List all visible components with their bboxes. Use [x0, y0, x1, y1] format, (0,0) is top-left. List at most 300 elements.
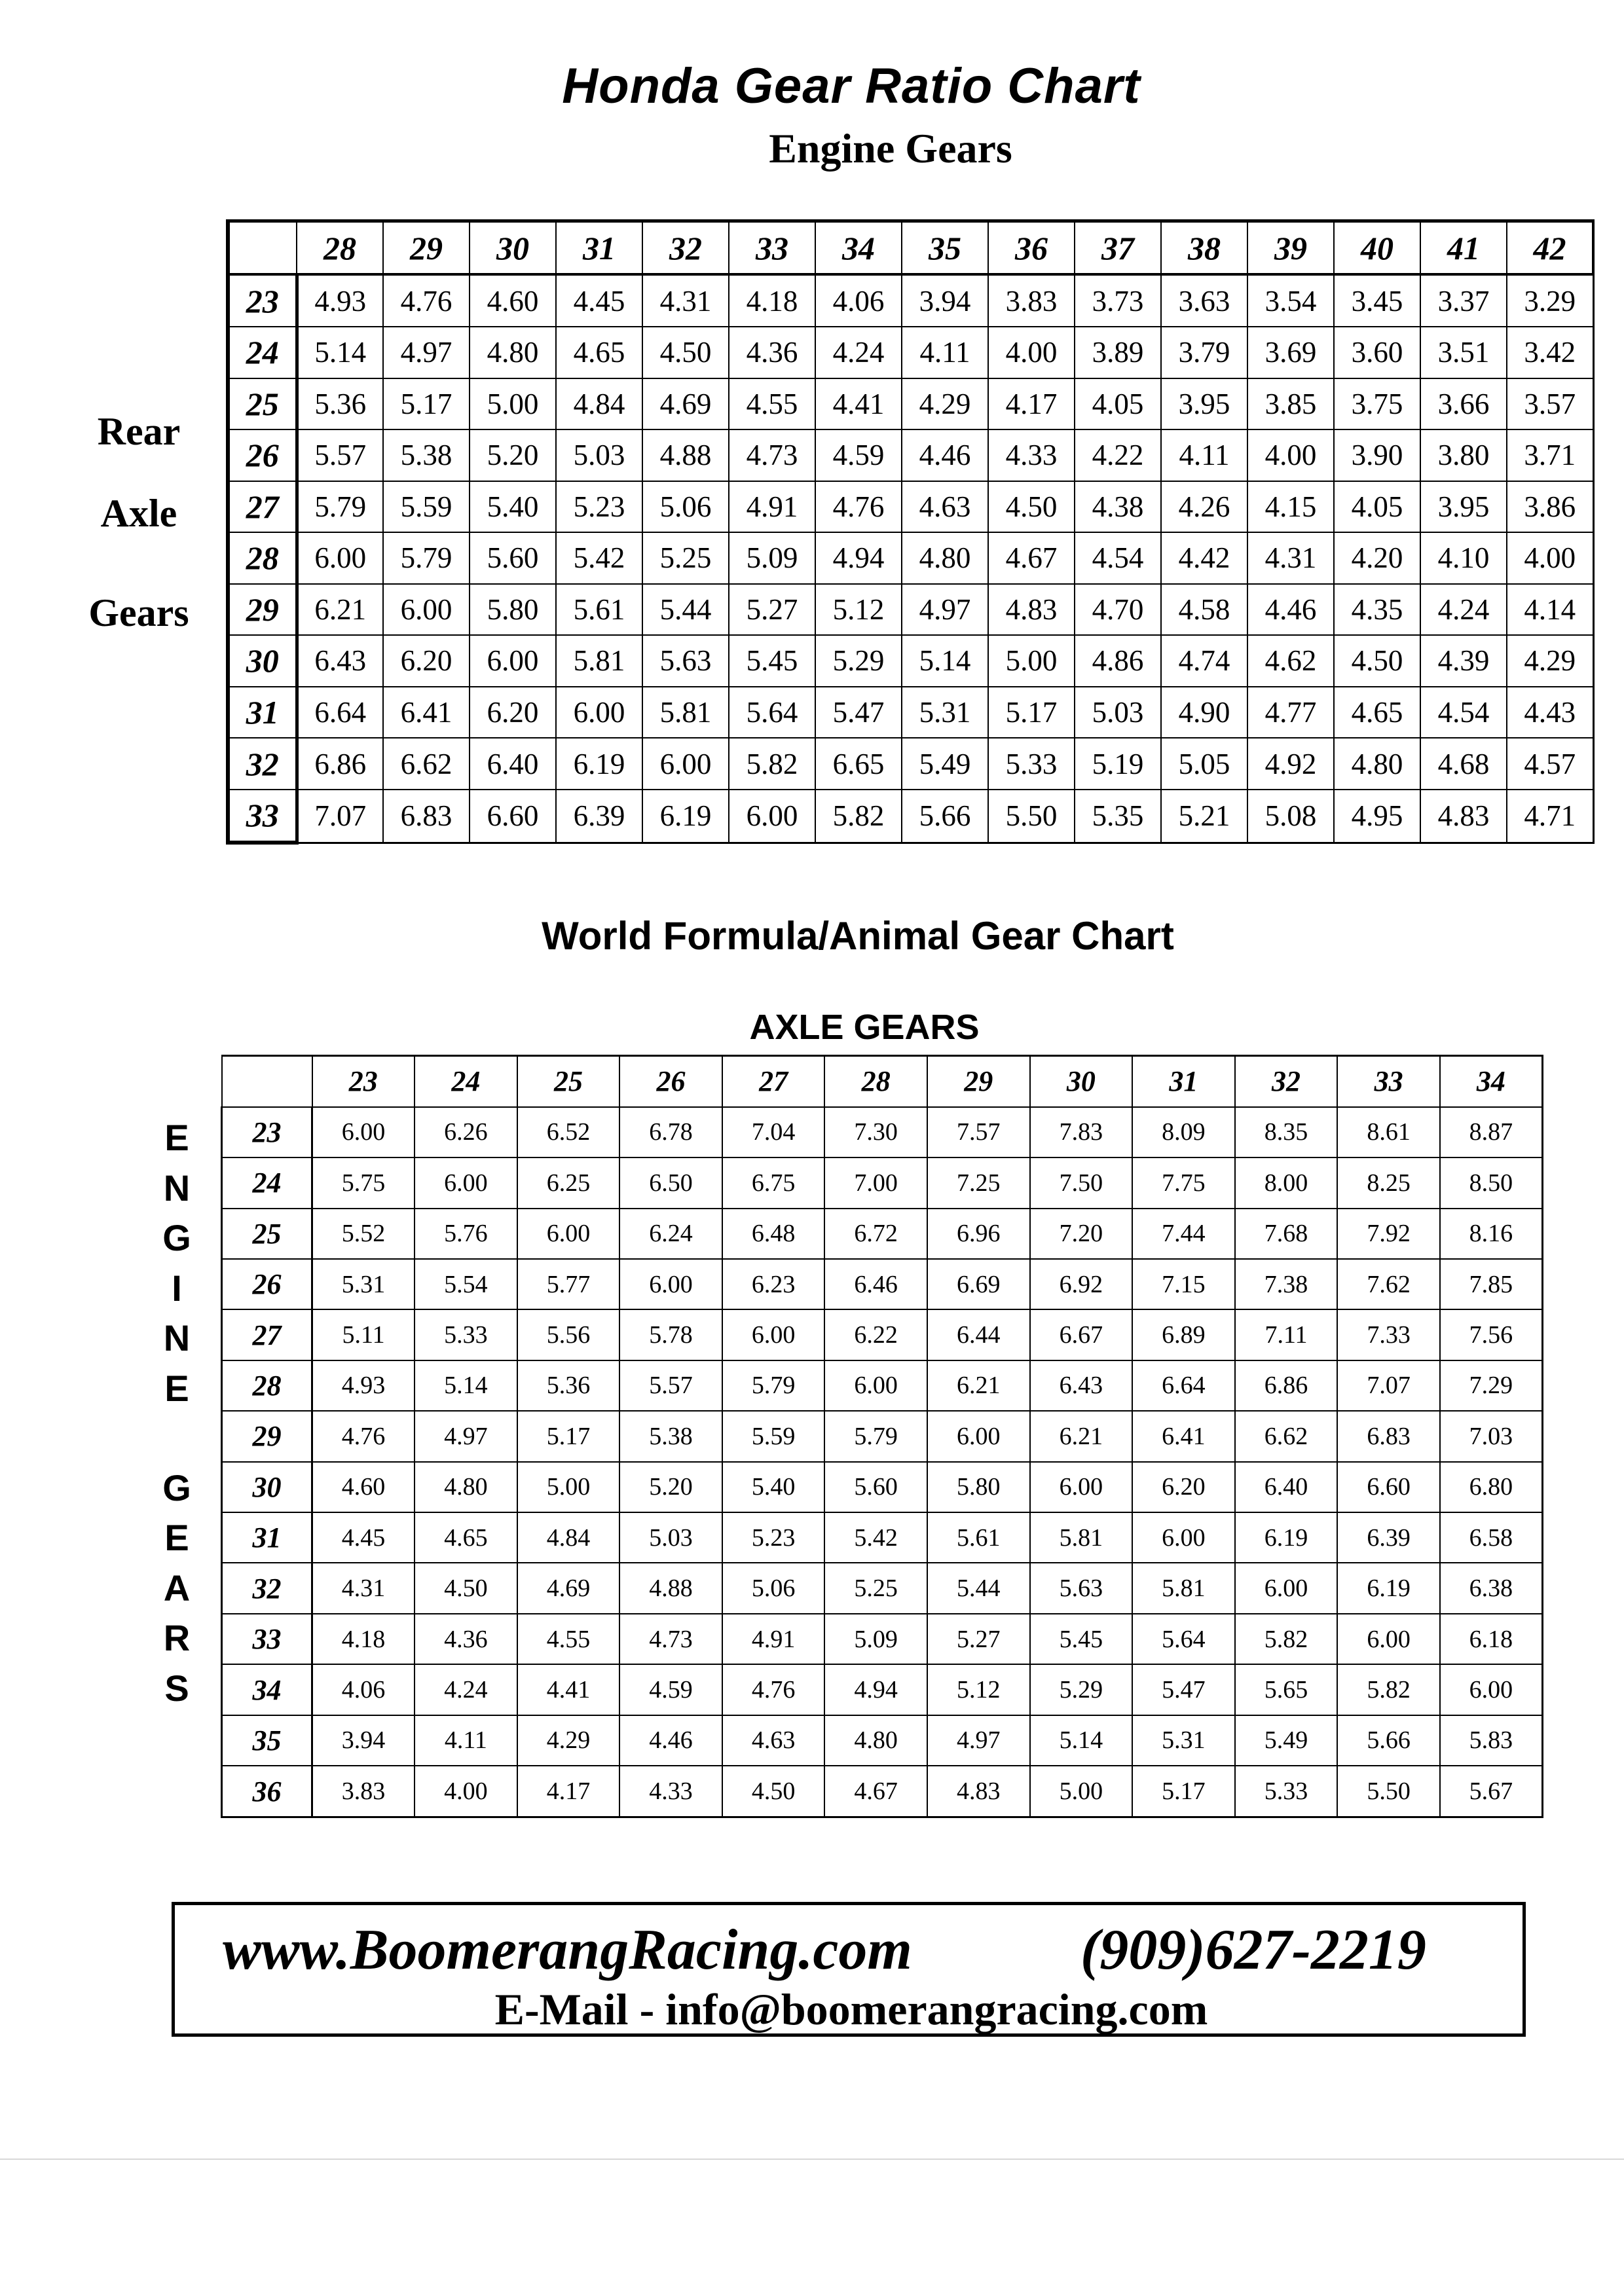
honda-ratio-cell: 4.94 [815, 532, 902, 584]
world-formula-ratio-cell: 5.54 [415, 1259, 517, 1309]
world-formula-ratio-cell: 5.59 [722, 1411, 825, 1461]
honda-ratio-cell: 4.70 [1075, 584, 1161, 636]
world-formula-ratio-cell: 6.00 [1440, 1664, 1543, 1715]
honda-ratio-cell: 3.95 [1161, 378, 1247, 430]
honda-table-row [228, 790, 1593, 843]
honda-column-header: 38 [1161, 221, 1247, 275]
world-formula-ratio-cell: 6.00 [722, 1309, 825, 1360]
world-formula-ratio-cell: 6.00 [1132, 1512, 1235, 1563]
world-formula-ratio-cell: 8.09 [1132, 1107, 1235, 1157]
honda-ratio-cell: 7.07 [297, 790, 383, 843]
world-formula-row-header: 29 [222, 1411, 312, 1461]
world-formula-ratio-cell: 4.97 [927, 1715, 1030, 1766]
world-formula-chart-title: World Formula/Animal Gear Chart [542, 914, 1174, 958]
world-formula-ratio-cell: 7.25 [927, 1157, 1030, 1208]
honda-column-header: 36 [988, 221, 1075, 275]
honda-ratio-cell: 4.24 [815, 327, 902, 378]
world-formula-ratio-cell: 4.73 [619, 1614, 722, 1664]
honda-ratio-cell: 5.12 [815, 584, 902, 636]
honda-ratio-cell: 4.60 [470, 274, 556, 327]
honda-chart-title: Honda Gear Ratio Chart [562, 58, 1141, 114]
world-formula-ratio-cell: 7.00 [824, 1157, 927, 1208]
world-formula-ratio-cell: 6.92 [1030, 1259, 1133, 1309]
honda-ratio-cell: 5.29 [815, 635, 902, 687]
world-formula-row-header: 23 [222, 1107, 312, 1157]
honda-ratio-cell: 5.38 [383, 429, 470, 481]
honda-ratio-cell: 3.89 [1075, 327, 1161, 378]
honda-ratio-cell: 5.49 [902, 738, 988, 790]
world-formula-ratio-cell: 7.57 [927, 1107, 1030, 1157]
honda-table-row [228, 327, 1593, 378]
world-formula-ratio-cell: 4.06 [312, 1664, 415, 1715]
world-formula-ratio-cell: 4.18 [312, 1614, 415, 1664]
world-formula-ratio-cell: 6.40 [1235, 1462, 1338, 1512]
world-formula-ratio-cell: 5.67 [1440, 1766, 1543, 1817]
world-formula-ratio-cell: 7.04 [722, 1107, 825, 1157]
honda-ratio-cell: 4.43 [1507, 687, 1593, 738]
honda-ratio-cell: 4.41 [815, 378, 902, 430]
honda-ratio-cell: 5.27 [729, 584, 815, 636]
honda-ratio-cell: 6.00 [729, 790, 815, 843]
honda-ratio-cell: 4.91 [729, 481, 815, 533]
world-formula-ratio-cell: 5.23 [722, 1512, 825, 1563]
world-formula-row-header: 24 [222, 1157, 312, 1208]
world-formula-table-row [222, 1512, 1543, 1563]
world-formula-ratio-cell: 5.17 [517, 1411, 620, 1461]
world-formula-ratio-cell: 6.64 [1132, 1360, 1235, 1411]
honda-ratio-cell: 4.67 [988, 532, 1075, 584]
engine-gears-letter: S [164, 1667, 189, 1709]
honda-ratio-cell: 4.06 [815, 274, 902, 327]
honda-row-header: 31 [228, 687, 297, 738]
honda-ratio-cell: 5.81 [556, 635, 642, 687]
honda-ratio-cell: 4.92 [1247, 738, 1334, 790]
world-formula-row-header: 32 [222, 1563, 312, 1613]
honda-ratio-cell: 5.00 [470, 378, 556, 430]
world-formula-ratio-cell: 5.45 [1030, 1614, 1133, 1664]
engine-gears-letter: N [163, 1167, 191, 1209]
honda-ratio-cell: 5.36 [297, 378, 383, 430]
world-formula-row-header: 36 [222, 1766, 312, 1817]
world-formula-ratio-cell: 5.42 [824, 1512, 927, 1563]
world-formula-ratio-cell: 5.00 [517, 1462, 620, 1512]
honda-ratio-cell: 3.42 [1507, 327, 1593, 378]
world-formula-ratio-cell: 5.56 [517, 1309, 620, 1360]
honda-ratio-cell: 4.29 [1507, 635, 1593, 687]
world-formula-table-row [222, 1157, 1543, 1208]
honda-table-row [228, 532, 1593, 584]
world-formula-ratio-cell: 5.31 [312, 1259, 415, 1309]
world-formula-ratio-cell: 7.50 [1030, 1157, 1133, 1208]
world-formula-table-row [222, 1107, 1543, 1157]
honda-ratio-cell: 4.00 [1247, 429, 1334, 481]
world-formula-column-header: 34 [1440, 1056, 1543, 1107]
world-formula-ratio-cell: 5.50 [1337, 1766, 1440, 1817]
honda-ratio-cell: 4.63 [902, 481, 988, 533]
honda-ratio-cell: 4.05 [1334, 481, 1420, 533]
world-formula-ratio-cell: 4.45 [312, 1512, 415, 1563]
world-formula-ratio-cell: 7.03 [1440, 1411, 1543, 1461]
honda-table-row [228, 274, 1593, 327]
honda-ratio-cell: 4.17 [988, 378, 1075, 430]
world-formula-table-row [222, 1614, 1543, 1664]
world-formula-ratio-cell: 5.82 [1337, 1664, 1440, 1715]
world-formula-table-row [222, 1664, 1543, 1715]
world-formula-ratio-cell: 5.14 [1030, 1715, 1133, 1766]
world-formula-ratio-cell: 6.62 [1235, 1411, 1338, 1461]
world-formula-ratio-cell: 4.33 [619, 1766, 722, 1817]
honda-ratio-cell: 4.31 [642, 274, 729, 327]
honda-ratio-cell: 3.83 [988, 274, 1075, 327]
world-formula-ratio-cell: 6.00 [1337, 1614, 1440, 1664]
honda-ratio-cell: 5.17 [988, 687, 1075, 738]
honda-ratio-cell: 4.05 [1075, 378, 1161, 430]
honda-row-header: 23 [228, 274, 297, 327]
honda-ratio-cell: 5.14 [297, 327, 383, 378]
honda-ratio-cell: 3.95 [1420, 481, 1507, 533]
world-formula-ratio-cell: 6.25 [517, 1157, 620, 1208]
honda-ratio-cell: 4.20 [1334, 532, 1420, 584]
honda-ratio-cell: 5.59 [383, 481, 470, 533]
world-formula-ratio-cell: 6.21 [1030, 1411, 1133, 1461]
world-formula-ratio-cell: 6.00 [619, 1259, 722, 1309]
honda-ratio-cell: 3.94 [902, 274, 988, 327]
world-formula-ratio-cell: 4.60 [312, 1462, 415, 1512]
world-formula-ratio-cell: 6.00 [1235, 1563, 1338, 1613]
world-formula-ratio-cell: 6.78 [619, 1107, 722, 1157]
world-formula-ratio-cell: 6.22 [824, 1309, 927, 1360]
honda-ratio-cell: 4.57 [1507, 738, 1593, 790]
honda-ratio-cell: 4.65 [556, 327, 642, 378]
honda-ratio-cell: 6.39 [556, 790, 642, 843]
world-formula-ratio-cell: 6.86 [1235, 1360, 1338, 1411]
honda-column-header: 39 [1247, 221, 1334, 275]
honda-ratio-cell: 4.93 [297, 274, 383, 327]
world-formula-ratio-cell: 6.39 [1337, 1512, 1440, 1563]
world-formula-corner-cell [222, 1056, 312, 1107]
rear-axle-label-line3: Gears [88, 591, 189, 634]
honda-table-row [228, 635, 1593, 687]
honda-ratio-cell: 3.51 [1420, 327, 1507, 378]
rear-axle-label-line2: Axle [100, 492, 177, 535]
honda-ratio-cell: 5.50 [988, 790, 1075, 843]
honda-ratio-cell: 5.42 [556, 532, 642, 584]
world-formula-ratio-cell: 6.75 [722, 1157, 825, 1208]
honda-ratio-cell: 4.50 [988, 481, 1075, 533]
scan-edge-line [0, 2159, 1624, 2160]
world-formula-column-header: 27 [722, 1056, 825, 1107]
honda-ratio-cell: 5.05 [1161, 738, 1247, 790]
world-formula-ratio-cell: 5.60 [824, 1462, 927, 1512]
world-formula-row-header: 27 [222, 1309, 312, 1360]
honda-row-header: 28 [228, 532, 297, 584]
world-formula-table-row [222, 1309, 1543, 1360]
engine-gears-letter: G [162, 1467, 191, 1508]
engine-gears-letter: N [163, 1317, 191, 1358]
world-formula-ratio-cell: 6.89 [1132, 1309, 1235, 1360]
world-formula-ratio-cell: 4.31 [312, 1563, 415, 1613]
engine-gears-letter: E [164, 1368, 189, 1409]
honda-row-header: 25 [228, 378, 297, 430]
honda-ratio-cell: 4.33 [988, 429, 1075, 481]
world-formula-ratio-cell: 8.87 [1440, 1107, 1543, 1157]
honda-ratio-cell: 5.08 [1247, 790, 1334, 843]
honda-ratio-cell: 6.00 [297, 532, 383, 584]
honda-chart-subtitle: Engine Gears [769, 125, 1012, 172]
honda-row-header: 27 [228, 481, 297, 533]
world-formula-ratio-cell: 5.27 [927, 1614, 1030, 1664]
world-formula-ratio-cell: 4.29 [517, 1715, 620, 1766]
world-formula-ratio-cell: 7.30 [824, 1107, 927, 1157]
phone-number: (909)627-2219 [1080, 1918, 1426, 1982]
honda-ratio-cell: 4.50 [642, 327, 729, 378]
world-formula-ratio-cell: 8.35 [1235, 1107, 1338, 1157]
world-formula-ratio-cell: 6.69 [927, 1259, 1030, 1309]
world-formula-ratio-cell: 4.00 [415, 1766, 517, 1817]
honda-row-header: 26 [228, 429, 297, 481]
world-formula-ratio-cell: 4.17 [517, 1766, 620, 1817]
honda-ratio-cell: 6.00 [556, 687, 642, 738]
honda-ratio-cell: 3.85 [1247, 378, 1334, 430]
world-formula-ratio-cell: 5.82 [1235, 1614, 1338, 1664]
world-formula-column-header: 23 [312, 1056, 415, 1107]
honda-ratio-cell: 5.03 [1075, 687, 1161, 738]
honda-ratio-cell: 4.62 [1247, 635, 1334, 687]
honda-ratio-cell: 6.19 [642, 790, 729, 843]
world-formula-ratio-cell: 6.60 [1337, 1462, 1440, 1512]
honda-ratio-cell: 4.11 [1161, 429, 1247, 481]
world-formula-ratio-cell: 6.48 [722, 1209, 825, 1259]
honda-ratio-cell: 5.21 [1161, 790, 1247, 843]
world-formula-ratio-cell: 7.07 [1337, 1360, 1440, 1411]
honda-header-row [228, 221, 1593, 275]
honda-ratio-cell: 4.77 [1247, 687, 1334, 738]
honda-ratio-cell: 4.24 [1420, 584, 1507, 636]
honda-ratio-cell: 4.35 [1334, 584, 1420, 636]
honda-ratio-cell: 3.29 [1507, 274, 1593, 327]
honda-ratio-cell: 5.63 [642, 635, 729, 687]
world-formula-ratio-cell: 5.12 [927, 1664, 1030, 1715]
honda-ratio-cell: 4.73 [729, 429, 815, 481]
honda-column-header: 42 [1507, 221, 1593, 275]
honda-ratio-cell: 4.80 [470, 327, 556, 378]
honda-ratio-cell: 4.26 [1161, 481, 1247, 533]
world-formula-table-row [222, 1563, 1543, 1613]
world-formula-ratio-cell: 5.61 [927, 1512, 1030, 1563]
world-formula-column-header: 33 [1337, 1056, 1440, 1107]
honda-ratio-cell: 4.55 [729, 378, 815, 430]
honda-table-row [228, 584, 1593, 636]
world-formula-ratio-cell: 7.75 [1132, 1157, 1235, 1208]
honda-ratio-cell: 6.41 [383, 687, 470, 738]
world-formula-ratio-cell: 7.92 [1337, 1209, 1440, 1259]
honda-ratio-cell: 4.84 [556, 378, 642, 430]
world-formula-ratio-cell: 6.24 [619, 1209, 722, 1259]
honda-ratio-cell: 6.00 [470, 635, 556, 687]
honda-ratio-cell: 4.68 [1420, 738, 1507, 790]
honda-table-row [228, 738, 1593, 790]
honda-ratio-cell: 5.45 [729, 635, 815, 687]
honda-ratio-cell: 5.40 [470, 481, 556, 533]
world-formula-ratio-cell: 8.61 [1337, 1107, 1440, 1157]
honda-ratio-cell: 4.65 [1334, 687, 1420, 738]
email-address[interactable]: E-Mail - info@boomerangracing.com [494, 1984, 1208, 2034]
honda-column-header: 34 [815, 221, 902, 275]
world-formula-table-row [222, 1766, 1543, 1817]
world-formula-ratio-cell: 5.06 [722, 1563, 825, 1613]
world-formula-ratio-cell: 6.67 [1030, 1309, 1133, 1360]
world-formula-ratio-cell: 6.19 [1235, 1512, 1338, 1563]
honda-ratio-cell: 4.83 [988, 584, 1075, 636]
world-formula-ratio-cell: 5.76 [415, 1209, 517, 1259]
world-formula-ratio-cell: 4.67 [824, 1766, 927, 1817]
honda-ratio-cell: 3.45 [1334, 274, 1420, 327]
world-formula-ratio-cell: 6.43 [1030, 1360, 1133, 1411]
honda-ratio-cell: 6.40 [470, 738, 556, 790]
world-formula-ratio-cell: 5.78 [619, 1309, 722, 1360]
world-formula-ratio-cell: 8.16 [1440, 1209, 1543, 1259]
honda-ratio-cell: 5.23 [556, 481, 642, 533]
world-formula-ratio-cell: 7.29 [1440, 1360, 1543, 1411]
world-formula-ratio-cell: 5.20 [619, 1462, 722, 1512]
engine-gears-letter: I [172, 1267, 182, 1309]
honda-ratio-cell: 6.21 [297, 584, 383, 636]
world-formula-ratio-cell: 7.44 [1132, 1209, 1235, 1259]
honda-ratio-cell: 3.57 [1507, 378, 1593, 430]
honda-column-header: 32 [642, 221, 729, 275]
world-formula-ratio-cell: 6.46 [824, 1259, 927, 1309]
world-formula-ratio-cell: 8.25 [1337, 1157, 1440, 1208]
honda-column-header: 31 [556, 221, 642, 275]
world-formula-row-header: 35 [222, 1715, 312, 1766]
world-formula-ratio-cell: 7.83 [1030, 1107, 1133, 1157]
honda-ratio-cell: 6.20 [470, 687, 556, 738]
world-formula-ratio-cell: 5.03 [619, 1512, 722, 1563]
honda-row-header: 30 [228, 635, 297, 687]
honda-table-row [228, 378, 1593, 430]
world-formula-column-header: 25 [517, 1056, 620, 1107]
honda-ratio-cell: 4.88 [642, 429, 729, 481]
world-formula-ratio-cell: 5.65 [1235, 1664, 1338, 1715]
honda-ratio-cell: 6.62 [383, 738, 470, 790]
honda-ratio-cell: 5.79 [383, 532, 470, 584]
world-formula-row-header: 28 [222, 1360, 312, 1411]
world-formula-ratio-cell: 6.41 [1132, 1411, 1235, 1461]
website-link[interactable]: www.BoomerangRacing.com [223, 1918, 912, 1982]
world-formula-table-row [222, 1259, 1543, 1309]
world-formula-row-header: 30 [222, 1462, 312, 1512]
honda-ratio-cell: 4.76 [815, 481, 902, 533]
honda-ratio-cell: 4.10 [1420, 532, 1507, 584]
world-formula-ratio-cell: 5.57 [619, 1360, 722, 1411]
world-formula-ratio-cell: 4.11 [415, 1715, 517, 1766]
honda-corner-cell [228, 221, 297, 275]
honda-column-header: 37 [1075, 221, 1161, 275]
world-formula-ratio-cell: 8.00 [1235, 1157, 1338, 1208]
honda-ratio-cell: 4.14 [1507, 584, 1593, 636]
world-formula-ratio-cell: 5.47 [1132, 1664, 1235, 1715]
honda-ratio-cell: 3.69 [1247, 327, 1334, 378]
honda-ratio-cell: 4.50 [1334, 635, 1420, 687]
honda-column-header: 30 [470, 221, 556, 275]
honda-ratio-cell: 3.90 [1334, 429, 1420, 481]
world-formula-column-header: 29 [927, 1056, 1030, 1107]
world-formula-ratio-cell: 7.20 [1030, 1209, 1133, 1259]
world-formula-ratio-cell: 5.75 [312, 1157, 415, 1208]
honda-row-header: 29 [228, 584, 297, 636]
world-formula-ratio-cell: 5.64 [1132, 1614, 1235, 1664]
world-formula-row-header: 31 [222, 1512, 312, 1563]
honda-ratio-cell: 4.29 [902, 378, 988, 430]
world-formula-ratio-cell: 7.38 [1235, 1259, 1338, 1309]
honda-row-header: 33 [228, 790, 297, 843]
honda-ratio-cell: 4.18 [729, 274, 815, 327]
world-formula-ratio-cell: 5.33 [415, 1309, 517, 1360]
world-formula-ratio-cell: 3.83 [312, 1766, 415, 1817]
world-formula-row-header: 34 [222, 1664, 312, 1715]
honda-ratio-cell: 5.79 [297, 481, 383, 533]
world-formula-ratio-cell: 7.11 [1235, 1309, 1338, 1360]
world-formula-ratio-cell: 4.55 [517, 1614, 620, 1664]
honda-ratio-cell: 4.80 [1334, 738, 1420, 790]
world-formula-ratio-cell: 5.11 [312, 1309, 415, 1360]
world-formula-ratio-cell: 6.19 [1337, 1563, 1440, 1613]
world-formula-ratio-cell: 5.17 [1132, 1766, 1235, 1817]
world-formula-ratio-cell: 4.76 [312, 1411, 415, 1461]
honda-column-header: 29 [383, 221, 470, 275]
honda-ratio-cell: 5.80 [470, 584, 556, 636]
world-formula-ratio-cell: 7.68 [1235, 1209, 1338, 1259]
world-formula-ratio-cell: 6.00 [415, 1157, 517, 1208]
honda-row-header: 32 [228, 738, 297, 790]
honda-ratio-cell: 5.14 [902, 635, 988, 687]
world-formula-row-header: 26 [222, 1259, 312, 1309]
world-formula-ratio-cell: 6.50 [619, 1157, 722, 1208]
honda-ratio-cell: 4.22 [1075, 429, 1161, 481]
world-formula-ratio-cell: 4.84 [517, 1512, 620, 1563]
honda-ratio-cell: 3.79 [1161, 327, 1247, 378]
world-formula-ratio-cell: 7.33 [1337, 1309, 1440, 1360]
honda-column-header: 33 [729, 221, 815, 275]
honda-ratio-cell: 5.61 [556, 584, 642, 636]
world-formula-ratio-cell: 5.79 [824, 1411, 927, 1461]
world-formula-ratio-cell: 5.81 [1030, 1512, 1133, 1563]
world-formula-ratio-cell: 3.94 [312, 1715, 415, 1766]
world-formula-ratio-cell: 6.80 [1440, 1462, 1543, 1512]
world-formula-ratio-cell: 8.50 [1440, 1157, 1543, 1208]
honda-ratio-cell: 6.60 [470, 790, 556, 843]
world-formula-ratio-cell: 5.38 [619, 1411, 722, 1461]
honda-ratio-cell: 4.74 [1161, 635, 1247, 687]
world-formula-table-row [222, 1411, 1543, 1461]
world-formula-column-header: 31 [1132, 1056, 1235, 1107]
world-formula-ratio-cell: 4.83 [927, 1766, 1030, 1817]
honda-ratio-cell: 5.81 [642, 687, 729, 738]
engine-gears-letter: E [164, 1517, 189, 1558]
engine-gears-letter: R [163, 1617, 191, 1658]
world-formula-ratio-cell: 6.38 [1440, 1563, 1543, 1613]
world-formula-ratio-cell: 5.14 [415, 1360, 517, 1411]
honda-table-row [228, 429, 1593, 481]
honda-ratio-cell: 5.06 [642, 481, 729, 533]
world-formula-ratio-cell: 5.00 [1030, 1766, 1133, 1817]
honda-ratio-cell: 4.97 [902, 584, 988, 636]
world-formula-ratio-cell: 5.79 [722, 1360, 825, 1411]
world-formula-ratio-cell: 6.44 [927, 1309, 1030, 1360]
honda-ratio-cell: 3.86 [1507, 481, 1593, 533]
world-formula-ratio-cell: 5.25 [824, 1563, 927, 1613]
honda-row-header: 24 [228, 327, 297, 378]
